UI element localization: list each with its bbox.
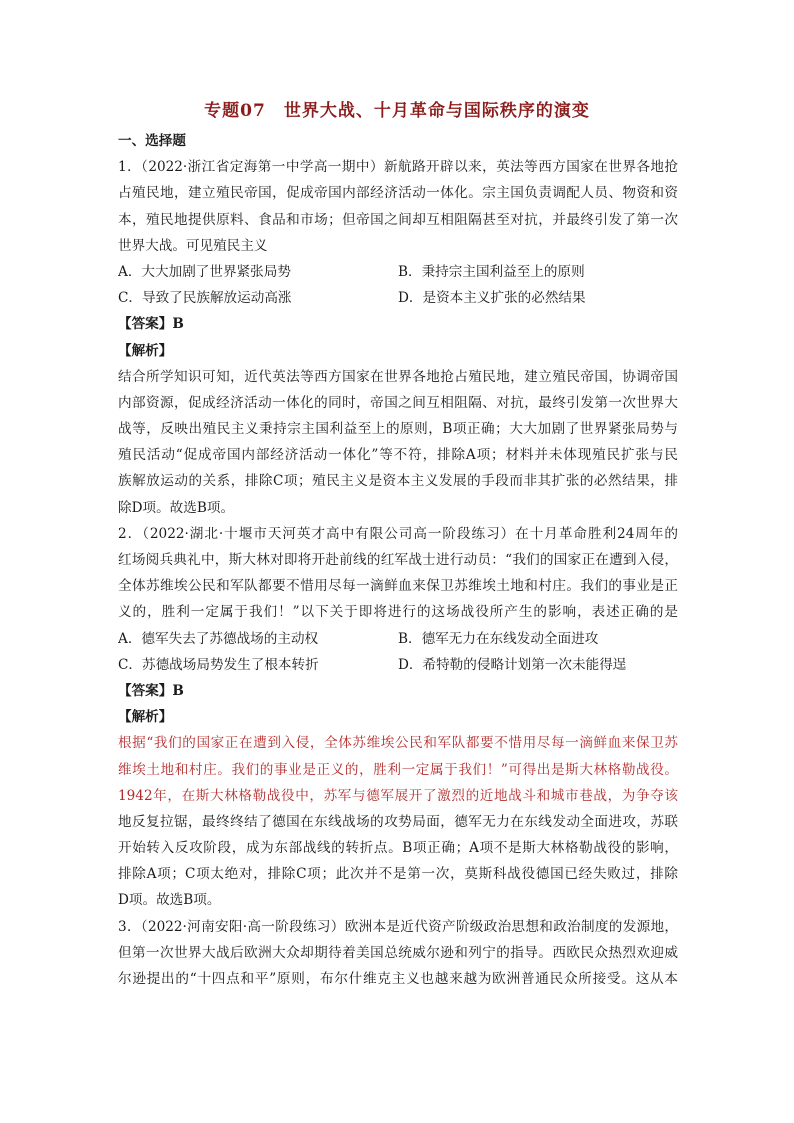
q2-option-a: A．德军失去了苏德战场的主动权 (118, 630, 319, 647)
q3-stem-line: 尔逊提出的“十四点和平”原则，布尔什维克主义也越来越为欧洲普通民众所接受。这从本 (118, 971, 678, 987)
q1-options-row (118, 259, 678, 285)
q1-analysis-line: 族解放运动的关系，排除C项；殖民主义是资本主义发展的手段而非其扩张的必然结果，排 (118, 473, 678, 490)
q3-stem-line: 3．（2022·河南安阳·高一阶段练习）欧洲本是近代资产阶级政治思想和政治制度的发源地， (118, 918, 678, 935)
q1-analysis-line: 殖民活动“促成帝国内部经济活动一体化”等不符，排除A项；材料并未体现殖民扩张与民 (118, 447, 678, 464)
q2-stem-line: 2．（2022·湖北·十堰市天河英才高中有限公司高一阶段练习）在十月革命胜利24周年的 (118, 525, 678, 542)
q2-analysis-line: 地反复拉锯，最终终结了德国在东线战场的攻势局面，德军无力在东线发动全面进攻，苏联 (118, 813, 678, 830)
q1-analysis-line: 结合所学知识可知，近代英法等西方国家在世界各地抢占殖民地，建立殖民帝国，协调帝国 (118, 368, 678, 385)
q1-stem-line: 本，殖民地提供原料、食品和市场；但帝国之间却互相阻隔甚至对抗，并最终引发了第一次 (118, 211, 678, 228)
q2-option-d: D．希特勒的侵略计划第一次未能得逞 (398, 656, 627, 673)
q2-stem-line: 红场阅兵典礼中，斯大林对即将开赴前线的红军战士进行动员：“我们的国家正在遭到入侵， (118, 552, 678, 568)
q2-analysis-line: 根据“我们的国家正在遭到入侵，全体苏维埃公民和军队都要不惜用尽每一滴鲜血来保卫苏 (118, 735, 678, 752)
q1-options-row (118, 285, 678, 311)
q2-stem-line: 全体苏维埃公民和军队都要不惜用尽每一滴鲜血来保卫苏维埃土地和村庄。我们的事业是正 (118, 578, 678, 595)
section-heading: 一、选择题 (118, 133, 186, 149)
q3-stem-line: 但第一次世界大战后欧洲大众却期待着美国总统威尔逊和列宁的指导。西欧民众热烈欢迎威 (118, 944, 678, 961)
q1-analysis-line: 内部资源，促成经济活动一体化的同时，帝国之间互相阻隔、对抗，最终引发第一次世界大 (118, 394, 678, 411)
q2-analysis-line: 1942年，在斯大林格勒战役中，苏军与德军展开了激烈的近地战斗和城市巷战，为争夺该 (118, 787, 678, 804)
q1-stem-line: 1．（2022·浙江省定海第一中学高一期中）新航路开辟以来，英法等西方国家在世界各地抢 (118, 159, 678, 176)
q1-option-c: C．导致了民族解放运动高涨 (118, 290, 292, 307)
q1-option-d: D．是资本主义扩张的必然结果 (398, 290, 586, 307)
q2-option-b: B．德军无力在东线发动全面进攻 (398, 630, 599, 647)
page-title: 专题07 世界大战、十月革命与国际秩序的演变 (204, 101, 590, 121)
q1-stem-line: 占殖民地，建立殖民帝国，促成帝国内部经济活动一体化。宗主国负责调配人员、物资和资 (118, 185, 678, 202)
q1-option-b: B．秉持宗主国利益至上的原则 (398, 263, 585, 280)
q2-analysis-line: 维埃土地和村庄。我们的事业是正义的，胜利一定属于我们！”可得出是斯大林格勒战役。 (118, 761, 678, 778)
q2-analysis-line: 开始转入反攻阶段，成为东部战线的转折点。B项正确；A项不是斯大林格勒战役的影响， (118, 840, 678, 857)
q2-analysis-line: D项。故选B项。 (118, 892, 221, 909)
q2-analysis-label: 【解析】 (118, 709, 173, 726)
q1-answer: 【答案】B (118, 316, 184, 333)
q1-analysis-line: 除D项。故选B项。 (118, 499, 235, 516)
q1-stem-line: 世界大战。可见殖民主义 (118, 237, 268, 254)
content-body (118, 128, 678, 992)
q2-option-c: C．苏德战场局势发生了根本转折 (118, 656, 319, 673)
q2-options-row (118, 652, 678, 678)
q1-analysis-label: 【解析】 (118, 342, 173, 359)
q2-options-row (118, 626, 678, 652)
q2-analysis-line: 排除A项；C项太绝对，排除C项；此次并不是第一次，莫斯科战役德国已经失败过，排除 (118, 866, 678, 883)
q2-answer: 【答案】B (118, 682, 184, 699)
q1-analysis-line: 战等，反映出殖民主义秉持宗主国利益至上的原则，B项正确；大大加剧了世界紧张局势与 (118, 421, 678, 438)
q2-stem-line: 义的，胜利一定属于我们！”以下关于即将进行的这场战役所产生的影响，表述正确的是 (118, 604, 678, 621)
q1-option-a: A．大大加剧了世界紧张局势 (118, 263, 291, 280)
